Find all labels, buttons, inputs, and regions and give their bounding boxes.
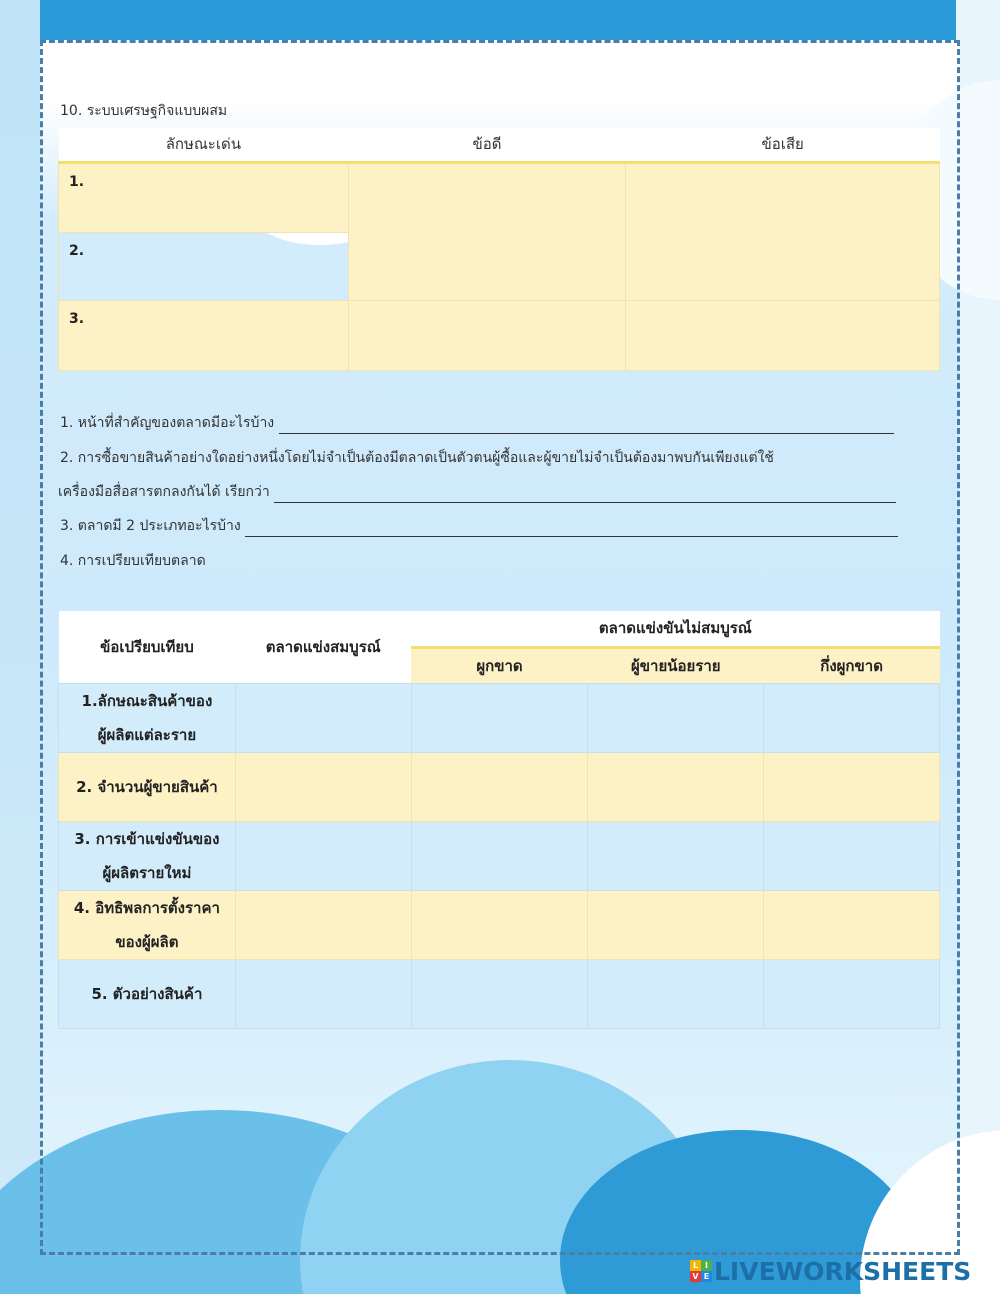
answer-blank-3[interactable]: [245, 523, 898, 537]
feature-cell-2[interactable]: 2.: [59, 232, 349, 300]
answer-cell[interactable]: [235, 683, 411, 752]
top-banner: [0, 0, 1000, 40]
logo-letter: V: [690, 1271, 701, 1282]
answer-cell[interactable]: [411, 752, 588, 821]
logo-letter: I: [701, 1260, 712, 1271]
row-label-5-line-1: 5. ตัวอย่างสินค้า: [91, 984, 203, 1003]
answer-cell[interactable]: [588, 683, 764, 752]
disadvantages-answer-cell[interactable]: [626, 300, 940, 370]
question-3-text: 3. ตลาดมี 2 ประเภทอะไรบ้าง: [60, 518, 241, 534]
advantages-answer-cell[interactable]: [348, 162, 626, 300]
answer-cell[interactable]: [411, 683, 588, 752]
logo-icon: [690, 1260, 712, 1282]
row-label-1: [59, 683, 236, 752]
question-2: [60, 447, 774, 469]
feature-cell-1[interactable]: 1.: [59, 162, 349, 232]
question-2-cont: [58, 481, 896, 503]
answer-cell[interactable]: [235, 890, 411, 959]
answer-blank-2[interactable]: [274, 489, 896, 503]
answer-cell[interactable]: [411, 821, 588, 890]
row-label-3-line-1: 3. การเข้าแข่งขันของ: [74, 829, 220, 848]
answer-cell[interactable]: [235, 752, 411, 821]
answer-cell[interactable]: [588, 890, 764, 959]
row-label-4-line-2: ของผู้ผลิต: [115, 932, 179, 951]
header-compare: ข้อเปรียบเทียบ: [59, 611, 236, 683]
header-monopolistic: กึ่งผูกขาด: [764, 647, 940, 683]
row-label-1-line-1: 1.ลักษณะสินค้าของ: [81, 691, 213, 710]
header-features: ลักษณะเด่น: [59, 128, 349, 162]
answer-cell[interactable]: [235, 959, 411, 1028]
logo-letter: E: [701, 1271, 712, 1282]
header-perfect-market: ตลาดแข่งสมบูรณ์: [235, 611, 411, 683]
question-4-text: 4. การเปรียบเทียบตลาด: [60, 553, 206, 569]
answer-cell[interactable]: [764, 890, 940, 959]
question-2-text: 2. การซื้อขายสินค้าอย่างใดอย่างหนึ่งโดยไม่จำเป็นต้องมีตลาดเป็นตัวตนผู้ซื้อและผู้ขายไม่จำเป็นต้องมาพบกันเพียงแต่ใช้: [60, 450, 774, 466]
logo-letter: L: [690, 1260, 701, 1271]
answer-cell[interactable]: [411, 959, 588, 1028]
disadvantages-answer-cell[interactable]: [626, 162, 940, 300]
question-1-text: 1. หน้าที่สำคัญของตลาดมีอะไรบ้าง: [60, 415, 275, 431]
header-imperfect-market: ตลาดแข่งขันไม่สมบูรณ์: [411, 611, 939, 647]
row-label-1-line-2: ผู้ผลิตแต่ละราย: [97, 725, 197, 744]
section-title: 10. ระบบเศรษฐกิจแบบผสม: [60, 103, 228, 119]
liveworksheets-logo: [690, 1256, 971, 1286]
row-label-5: [59, 959, 236, 1028]
answer-cell[interactable]: [764, 959, 940, 1028]
row-label-2: [59, 752, 236, 821]
question-4: [60, 550, 206, 572]
answer-cell[interactable]: [588, 821, 764, 890]
feature-cell-3[interactable]: 3.: [59, 300, 349, 370]
answer-cell[interactable]: [235, 821, 411, 890]
question-3: [60, 515, 898, 537]
header-monopoly: ผูกขาด: [411, 647, 588, 683]
row-label-3-line-2: ผู้ผลิตรายใหม่: [102, 863, 192, 882]
header-oligopoly: ผู้ขายน้อยราย: [588, 647, 764, 683]
left-margin: [0, 0, 40, 1294]
row-label-3: [59, 821, 236, 890]
header-disadvantages: ข้อเสีย: [626, 128, 940, 162]
question-1: [60, 412, 894, 434]
answer-cell[interactable]: [764, 821, 940, 890]
answer-cell[interactable]: [764, 752, 940, 821]
question-2-text-cont: เครื่องมือสื่อสารตกลงกันได้ เรียกว่า: [58, 484, 270, 500]
advantages-answer-cell[interactable]: [348, 300, 626, 370]
row-label-2-line-1: 2. จำนวนผู้ขายสินค้า: [76, 777, 218, 796]
answer-blank-1[interactable]: [279, 420, 894, 434]
row-label-4-line-1: 4. อิทธิพลการตั้งราคา: [73, 898, 220, 917]
header-advantages: ข้อดี: [348, 128, 626, 162]
answer-cell[interactable]: [588, 959, 764, 1028]
answer-cell[interactable]: [588, 752, 764, 821]
answer-cell[interactable]: [411, 890, 588, 959]
row-label-4: [59, 890, 236, 959]
mixed-economy-table: [58, 128, 940, 371]
market-comparison-table: [58, 611, 940, 1029]
logo-text: LIVEWORKSHEETS: [714, 1256, 972, 1286]
answer-cell[interactable]: [764, 683, 940, 752]
